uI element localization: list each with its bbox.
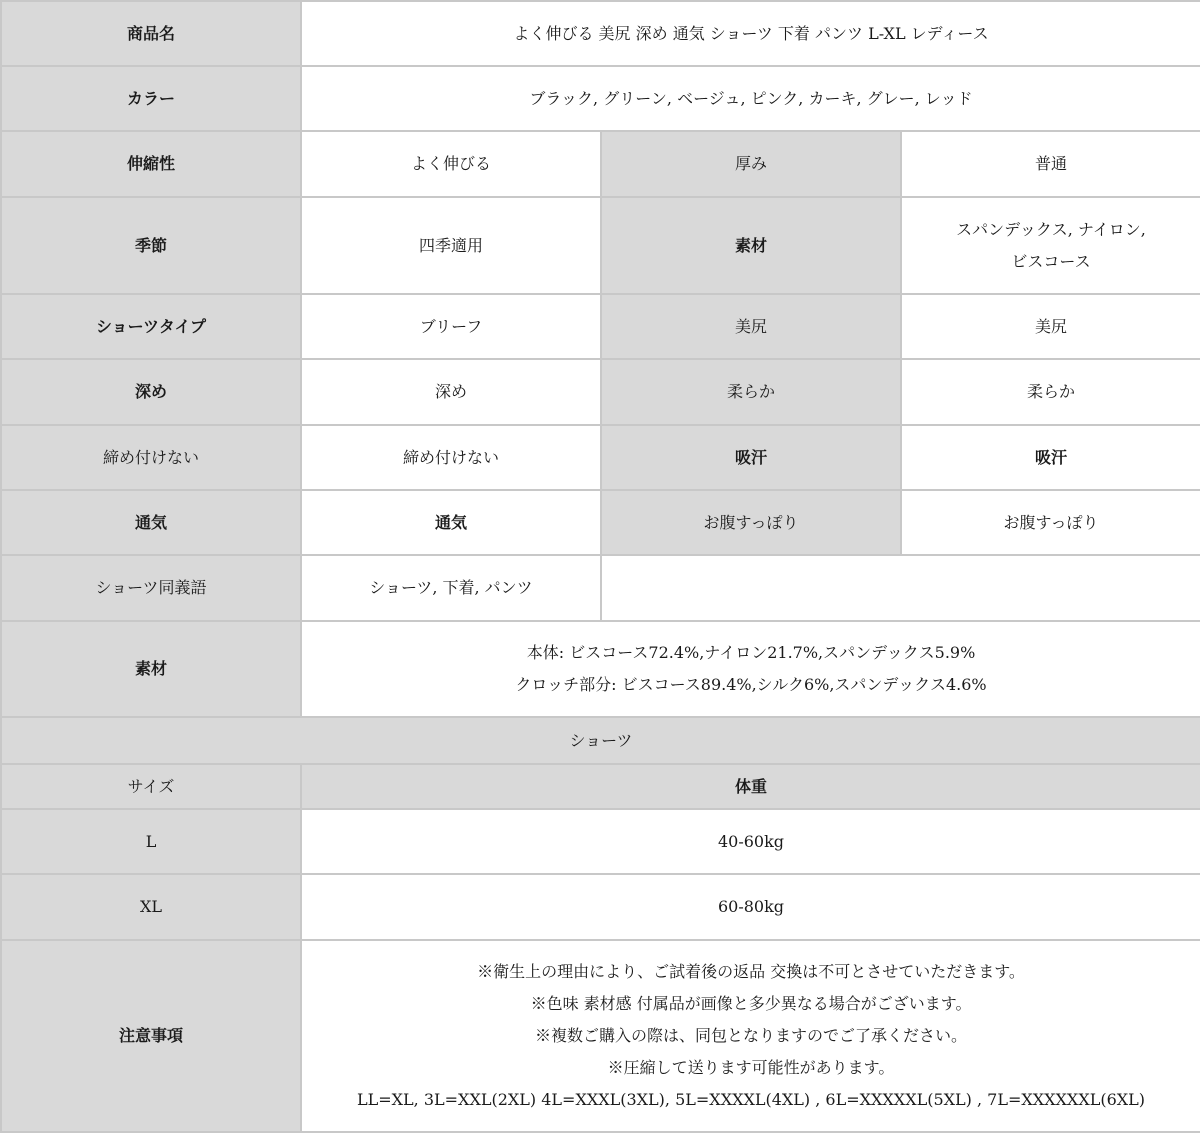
row-size-header	[1, 764, 1200, 809]
not-tight-label: 締め付けない	[1, 425, 301, 490]
size-header: サイズ	[1, 764, 301, 809]
size-cell: L	[1, 809, 301, 874]
material-short-value	[901, 197, 1200, 294]
notes-line: ※衛生上の理由により、ご試着後の返品 交換は不可とさせていただきます。	[477, 962, 1025, 981]
material-short-line: ビスコース	[1011, 251, 1091, 271]
size-cell: XL	[1, 874, 301, 940]
row-deep-soft	[1, 359, 1200, 425]
notes-line: ※色味 素材感 付属品が画像と多少異なる場合がございます。	[530, 994, 972, 1013]
beautiful-hips-value: 美尻	[901, 294, 1200, 359]
synonyms-value: ショーツ, 下着, パンツ	[301, 555, 601, 621]
material-detail-value	[301, 621, 1200, 717]
row-breathable-tummy	[1, 490, 1200, 555]
product-name-value: よく伸びる 美尻 深め 通気 ショーツ 下着 パンツ L-XL レディース	[301, 1, 1200, 66]
notes-line: ※圧縮して送ります可能性があります。	[607, 1058, 895, 1077]
notes-label: 注意事項	[1, 940, 301, 1132]
material-detail-line: クロッチ部分: ビスコース89.4%,シルク6%,スパンデックス4.6%	[515, 675, 987, 694]
row-notes	[1, 940, 1200, 1132]
material-short-label: 素材	[601, 197, 901, 294]
soft-label: 柔らか	[601, 359, 901, 425]
tummy-label: お腹すっぽり	[601, 490, 901, 555]
sweat-value: 吸汗	[901, 425, 1200, 490]
synonyms-empty-cell	[601, 555, 1200, 621]
sweat-label: 吸汗	[601, 425, 901, 490]
tummy-value: お腹すっぽり	[901, 490, 1200, 555]
notes-line: ※複数ご購入の際は、同包となりますのでご了承ください。	[535, 1026, 968, 1045]
material-detail-label: 素材	[1, 621, 301, 717]
deep-value: 深め	[301, 359, 601, 425]
beautiful-hips-label: 美尻	[601, 294, 901, 359]
elasticity-value: よく伸びる	[301, 131, 601, 197]
season-label: 季節	[1, 197, 301, 294]
row-synonyms	[1, 555, 1200, 621]
row-color	[1, 66, 1200, 131]
size-section-title: ショーツ	[1, 717, 1200, 764]
shorts-type-label: ショーツタイプ	[1, 294, 301, 359]
notes-value	[301, 940, 1200, 1132]
thickness-label: 厚み	[601, 131, 901, 197]
row-season-material	[1, 197, 1200, 294]
synonyms-label: ショーツ同義語	[1, 555, 301, 621]
breathable-label: 通気	[1, 490, 301, 555]
notes-line: LL=XL, 3L=XXL(2XL) 4L=XXXL(3XL), 5L=XXXXL(4XL) , 6L=XXXXXL(5XL) , 7L=XXXXXXL(6XL)	[357, 1090, 1146, 1109]
weight-header: 体重	[301, 764, 1200, 809]
row-elasticity-thickness	[1, 131, 1200, 197]
row-not-tight-sweat	[1, 425, 1200, 490]
color-label: カラー	[1, 66, 301, 131]
elasticity-label: 伸縮性	[1, 131, 301, 197]
soft-value: 柔らか	[901, 359, 1200, 425]
breathable-value: 通気	[301, 490, 601, 555]
material-detail-line: 本体: ビスコース72.4%,ナイロン21.7%,スパンデックス5.9%	[526, 643, 976, 662]
thickness-value: 普通	[901, 131, 1200, 197]
deep-label: 深め	[1, 359, 301, 425]
weight-cell: 60-80kg	[301, 874, 1200, 940]
row-material-detail	[1, 621, 1200, 717]
product-name-label: 商品名	[1, 1, 301, 66]
row-size-section	[1, 717, 1200, 764]
color-value: ブラック, グリーン, ベージュ, ピンク, カーキ, グレー, レッド	[301, 66, 1200, 131]
material-short-line: スパンデックス, ナイロン,	[956, 219, 1146, 239]
row-shorts-type	[1, 294, 1200, 359]
shorts-type-value: ブリーフ	[301, 294, 601, 359]
weight-cell: 40-60kg	[301, 809, 1200, 874]
table-row	[1, 809, 1200, 874]
not-tight-value: 締め付けない	[301, 425, 601, 490]
row-product-name	[1, 1, 1200, 66]
season-value: 四季適用	[301, 197, 601, 294]
table-row	[1, 874, 1200, 940]
